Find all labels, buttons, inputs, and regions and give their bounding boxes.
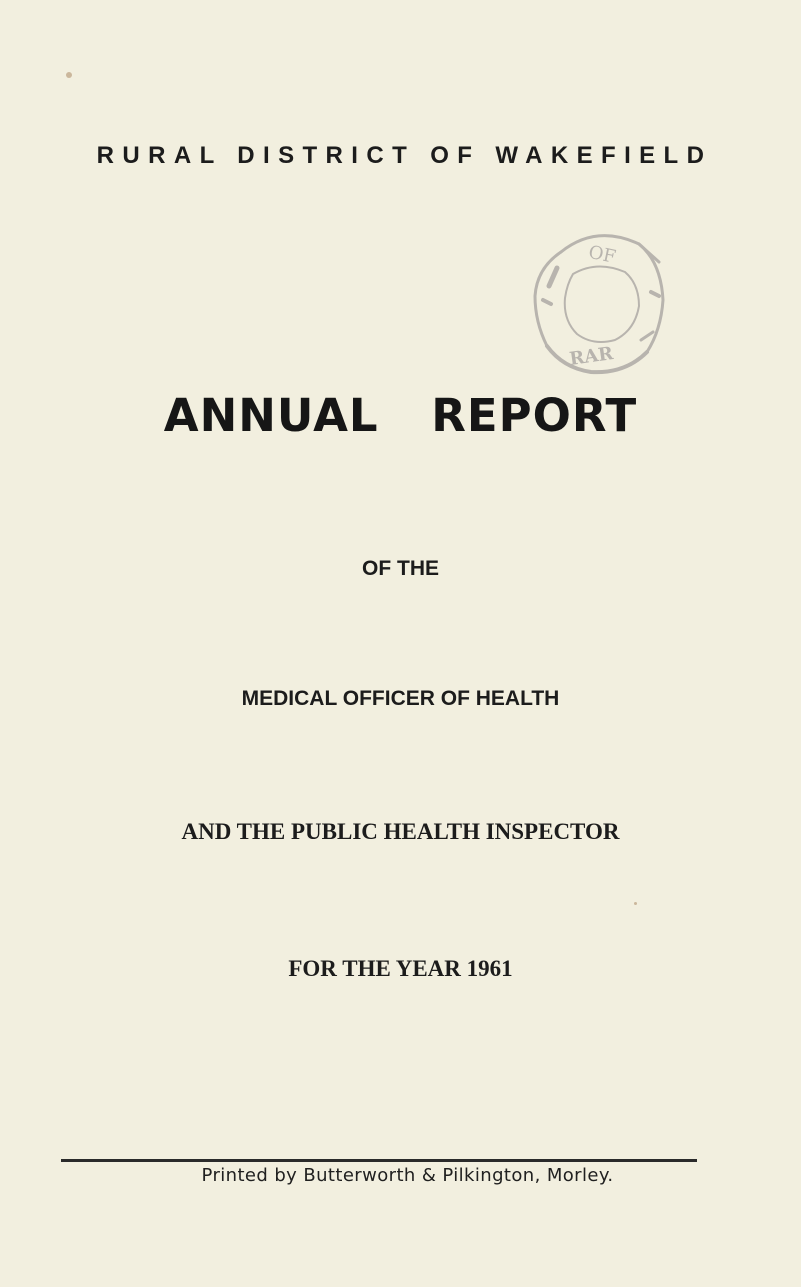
district-heading: RURAL DISTRICT OF WAKEFIELD: [96, 142, 713, 169]
stamp-arc-bottom: RAR: [568, 343, 615, 370]
footer-divider: [61, 1159, 697, 1162]
paper-speck: [634, 902, 637, 905]
report-year: FOR THE YEAR 1961: [288, 956, 513, 981]
health-inspector-line: AND THE PUBLIC HEALTH INSPECTOR: [181, 819, 620, 844]
printer-credit: Printed by Butterworth & Pilkington, Morley.: [201, 1165, 614, 1186]
paper-speck: [66, 72, 72, 78]
medical-officer-line: MEDICAL OFFICER OF HEALTH: [241, 687, 560, 710]
of-the-text: OF THE: [362, 557, 439, 580]
stamp-arc-top: OF: [586, 241, 618, 268]
library-stamp-icon: [521, 222, 671, 382]
report-title: ANNUAL REPORT: [163, 389, 638, 442]
